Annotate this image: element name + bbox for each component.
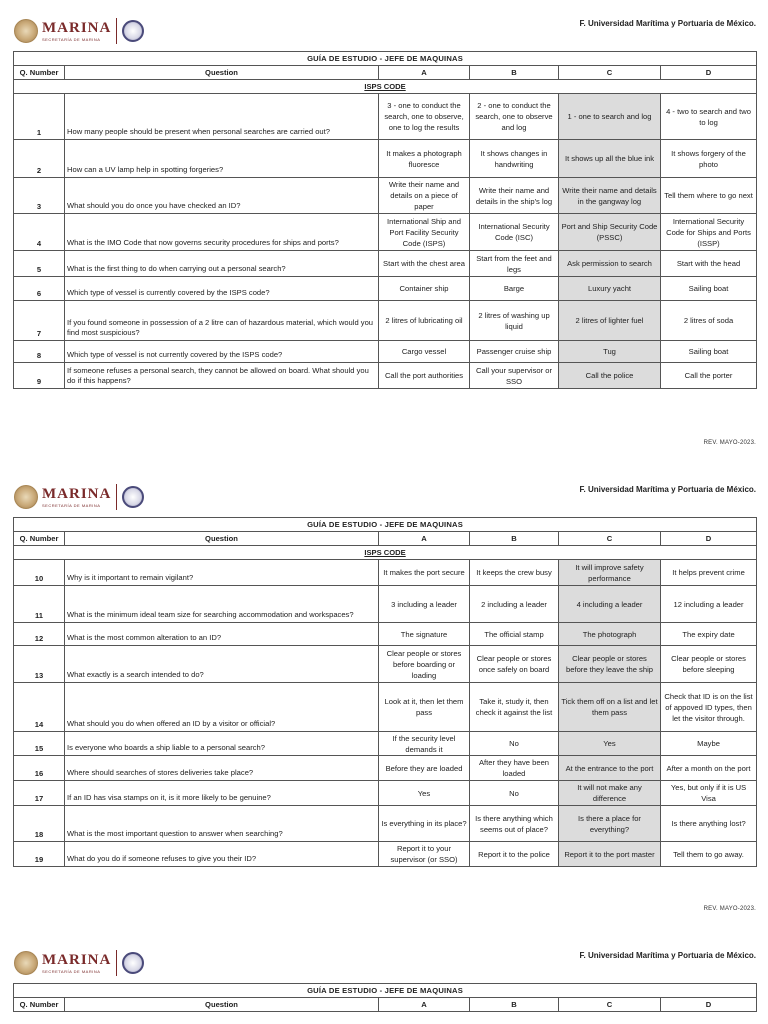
question-text: Which type of vessel is not currently covered by the ISPS code?: [65, 341, 379, 363]
option-d: 4 - two to search and two to log: [661, 94, 757, 140]
option-b: 2 including a leader: [470, 586, 559, 623]
option-d: 12 including a leader: [661, 586, 757, 623]
col-header-b: B: [470, 998, 559, 1012]
option-a: If the security level demands it: [379, 732, 470, 756]
question-number: 1: [14, 94, 65, 140]
mexico-seal-icon: [14, 485, 38, 509]
logo-divider: [116, 18, 117, 44]
question-number: 14: [14, 683, 65, 732]
table-row: [14, 251, 757, 277]
col-header-a: A: [379, 998, 470, 1012]
revision-note: REV. MAYO-2023.: [703, 440, 756, 446]
option-d: International Security Code for Ships and Ports (ISSP): [661, 214, 757, 251]
option-a: Look at it, then let them pass: [379, 683, 470, 732]
question-number: 5: [14, 251, 65, 277]
option-a: Start with the chest area: [379, 251, 470, 277]
table-row: [14, 178, 757, 214]
question-text: Is everyone who boards a ship liable to a personal search?: [65, 732, 379, 756]
option-a: Yes: [379, 781, 470, 806]
table-title: GUÍA DE ESTUDIO - JEFE DE MAQUINAS: [14, 52, 757, 66]
option-b: No: [470, 732, 559, 756]
navy-emblem-icon: [122, 952, 144, 974]
option-c: 2 litres of lighter fuel: [559, 301, 661, 341]
question-number: 8: [14, 341, 65, 363]
option-c: Tick them off on a list and let them pass: [559, 683, 661, 732]
question-number: 19: [14, 842, 65, 867]
table-title: GUÍA DE ESTUDIO - JEFE DE MAQUINAS: [14, 984, 757, 998]
option-b: Write their name and details in the ship's log: [470, 178, 559, 214]
revision-note: REV. MAYO-2023.: [703, 906, 756, 912]
option-b: Take it, study it, then check it against the list: [470, 683, 559, 732]
question-number: 10: [14, 560, 65, 586]
option-c: Ask permission to search: [559, 251, 661, 277]
table-row: [14, 781, 757, 806]
option-c: The photograph: [559, 623, 661, 646]
question-number: 3: [14, 178, 65, 214]
marina-logo: [14, 16, 144, 46]
option-b: No: [470, 781, 559, 806]
col-header-b: B: [470, 532, 559, 546]
option-b: 2 litres of washing up liquid: [470, 301, 559, 341]
option-b: Passenger cruise ship: [470, 341, 559, 363]
option-a: Clear people or stores before boarding or loading: [379, 646, 470, 683]
table-row: [14, 586, 757, 623]
option-d: Tell them where to go next: [661, 178, 757, 214]
question-number: 7: [14, 301, 65, 341]
institution-name: F. Universidad Marítima y Portuaria de México.: [579, 485, 756, 494]
option-c: Luxury yacht: [559, 277, 661, 301]
col-header-b: B: [470, 66, 559, 80]
question-text: If you found someone in possession of a 2 litre can of hazardous material, which would you find most suspicious?: [65, 301, 379, 341]
option-c: Yes: [559, 732, 661, 756]
table-row: [14, 214, 757, 251]
option-d: It helps prevent crime: [661, 560, 757, 586]
question-number: 16: [14, 756, 65, 781]
option-c: Port and Ship Security Code (PSSC): [559, 214, 661, 251]
question-text: What is the first thing to do when carrying out a personal search?: [65, 251, 379, 277]
col-header-c: C: [559, 66, 661, 80]
option-c: Clear people or stores before they leave the ship: [559, 646, 661, 683]
option-d: Call the porter: [661, 363, 757, 389]
option-d: Is there anything lost?: [661, 806, 757, 842]
question-number: 9: [14, 363, 65, 389]
study-guide-table: [13, 51, 757, 389]
question-number: 17: [14, 781, 65, 806]
option-a: Write their name and details on a piece of paper: [379, 178, 470, 214]
option-a: International Ship and Port Facility Security Code (ISPS): [379, 214, 470, 251]
logo-sub: SECRETARÍA DE MARINA: [42, 36, 101, 42]
option-a: Before they are loaded: [379, 756, 470, 781]
question-number: 18: [14, 806, 65, 842]
mexico-seal-icon: [14, 951, 38, 975]
col-header-c: C: [559, 532, 661, 546]
option-b: The official stamp: [470, 623, 559, 646]
logo-word: MARINA: [42, 951, 112, 968]
question-number: 6: [14, 277, 65, 301]
table-row: [14, 341, 757, 363]
option-d: It shows forgery of the photo: [661, 140, 757, 178]
option-a: It makes the port secure: [379, 560, 470, 586]
option-b: Start from the feet and legs: [470, 251, 559, 277]
institution-name: F. Universidad Marítima y Portuaria de México.: [579, 19, 756, 28]
marina-logo: [14, 482, 144, 512]
question-number: 13: [14, 646, 65, 683]
study-guide-table: [13, 517, 757, 867]
table-row: [14, 301, 757, 341]
option-a: 3 including a leader: [379, 586, 470, 623]
table-row: [14, 94, 757, 140]
navy-emblem-icon: [122, 20, 144, 42]
col-header-d: D: [661, 532, 757, 546]
option-b: Call your supervisor or SSO: [470, 363, 559, 389]
option-c: 4 including a leader: [559, 586, 661, 623]
table-row: [14, 560, 757, 586]
col-header-a: A: [379, 532, 470, 546]
option-d: Start with the head: [661, 251, 757, 277]
option-c: Tug: [559, 341, 661, 363]
table-row: [14, 140, 757, 178]
option-b: 2 - one to conduct the search, one to observe and log: [470, 94, 559, 140]
option-b: Barge: [470, 277, 559, 301]
question-text: Why is it important to remain vigilant?: [65, 560, 379, 586]
option-b: Report it to the police: [470, 842, 559, 867]
table-row: [14, 732, 757, 756]
option-a: Call the port authorities: [379, 363, 470, 389]
option-b: Clear people or stores once safely on board: [470, 646, 559, 683]
option-a: It makes a photograph fluoresce: [379, 140, 470, 178]
table-title: GUÍA DE ESTUDIO - JEFE DE MAQUINAS: [14, 518, 757, 532]
table-row: [14, 842, 757, 867]
institution-name: F. Universidad Marítima y Portuaria de México.: [579, 951, 756, 960]
col-header-d: D: [661, 66, 757, 80]
option-d: Check that ID is on the list of appoved ID types, then let the visitor through.: [661, 683, 757, 732]
col-header-question: Question: [65, 66, 379, 80]
logo-divider: [116, 950, 117, 976]
table-row: [14, 623, 757, 646]
option-d: Tell them to go away.: [661, 842, 757, 867]
option-c: It shows up all the blue ink: [559, 140, 661, 178]
option-d: After a month on the port: [661, 756, 757, 781]
option-c: It will improve safety performance: [559, 560, 661, 586]
question-text: What is the most important question to answer when searching?: [65, 806, 379, 842]
logo-word: MARINA: [42, 485, 112, 502]
col-header-qnumber: Q. Number: [14, 532, 65, 546]
option-c: 1 - one to search and log: [559, 94, 661, 140]
option-b: Is there anything which seems out of place?: [470, 806, 559, 842]
question-text: What exactly is a search intended to do?: [65, 646, 379, 683]
option-d: Sailing boat: [661, 277, 757, 301]
question-text: Which type of vessel is currently covered by the ISPS code?: [65, 277, 379, 301]
option-c: Call the police: [559, 363, 661, 389]
col-header-c: C: [559, 998, 661, 1012]
question-text: What is the most common alteration to an ID?: [65, 623, 379, 646]
logo-sub: SECRETARÍA DE MARINA: [42, 502, 101, 508]
table-row: [14, 363, 757, 389]
table-row: [14, 277, 757, 301]
question-text: What should you do once you have checked an ID?: [65, 178, 379, 214]
col-header-d: D: [661, 998, 757, 1012]
option-c: At the entrance to the port: [559, 756, 661, 781]
option-d: Clear people or stores before sleeping: [661, 646, 757, 683]
question-number: 2: [14, 140, 65, 178]
col-header-qnumber: Q. Number: [14, 66, 65, 80]
option-a: The signature: [379, 623, 470, 646]
question-text: How can a UV lamp help in spotting forgeries?: [65, 140, 379, 178]
mexico-seal-icon: [14, 19, 38, 43]
col-header-question: Question: [65, 998, 379, 1012]
marina-logo: [14, 948, 144, 978]
option-b: After they have been loaded: [470, 756, 559, 781]
option-a: Container ship: [379, 277, 470, 301]
option-b: International Security Code (ISC): [470, 214, 559, 251]
option-d: Maybe: [661, 732, 757, 756]
table-row: [14, 756, 757, 781]
question-number: 11: [14, 586, 65, 623]
question-text: What is the IMO Code that now governs security procedures for ships and ports?: [65, 214, 379, 251]
question-text: If someone refuses a personal search, they cannot be allowed on board. What should you do if this happens?: [65, 363, 379, 389]
table-row: [14, 806, 757, 842]
option-b: It keeps the crew busy: [470, 560, 559, 586]
study-guide-table: [13, 983, 757, 1012]
question-text: What is the minimum ideal team size for searching accommodation and workspaces?: [65, 586, 379, 623]
option-a: Report it to your supervisor (or SSO): [379, 842, 470, 867]
col-header-qnumber: Q. Number: [14, 998, 65, 1012]
option-d: Yes, but only if it is US Visa: [661, 781, 757, 806]
option-c: It will not make any difference: [559, 781, 661, 806]
col-header-a: A: [379, 66, 470, 80]
section-title: ISPS CODE: [14, 80, 757, 94]
table-row: [14, 683, 757, 732]
option-a: Cargo vessel: [379, 341, 470, 363]
option-d: 2 litres of soda: [661, 301, 757, 341]
question-number: 4: [14, 214, 65, 251]
question-text: If an ID has visa stamps on it, is it more likely to be genuine?: [65, 781, 379, 806]
section-title: ISPS CODE: [14, 546, 757, 560]
option-c: Write their name and details in the gangway log: [559, 178, 661, 214]
question-number: 15: [14, 732, 65, 756]
table-row: [14, 646, 757, 683]
option-c: Report it to the port master: [559, 842, 661, 867]
col-header-question: Question: [65, 532, 379, 546]
navy-emblem-icon: [122, 486, 144, 508]
question-text: How many people should be present when personal searches are carried out?: [65, 94, 379, 140]
logo-divider: [116, 484, 117, 510]
logo-sub: SECRETARÍA DE MARINA: [42, 968, 101, 974]
question-number: 12: [14, 623, 65, 646]
question-text: Where should searches of stores deliveries take place?: [65, 756, 379, 781]
option-a: 2 litres of lubricating oil: [379, 301, 470, 341]
option-b: It shows changes in handwriting: [470, 140, 559, 178]
question-text: What should you do when offered an ID by a visitor or official?: [65, 683, 379, 732]
option-d: Sailing boat: [661, 341, 757, 363]
option-a: Is everything in its place?: [379, 806, 470, 842]
option-d: The expiry date: [661, 623, 757, 646]
question-text: What do you do if someone refuses to give you their ID?: [65, 842, 379, 867]
option-a: 3 - one to conduct the search, one to observe, one to log the results: [379, 94, 470, 140]
option-c: Is there a place for everything?: [559, 806, 661, 842]
logo-word: MARINA: [42, 19, 112, 36]
